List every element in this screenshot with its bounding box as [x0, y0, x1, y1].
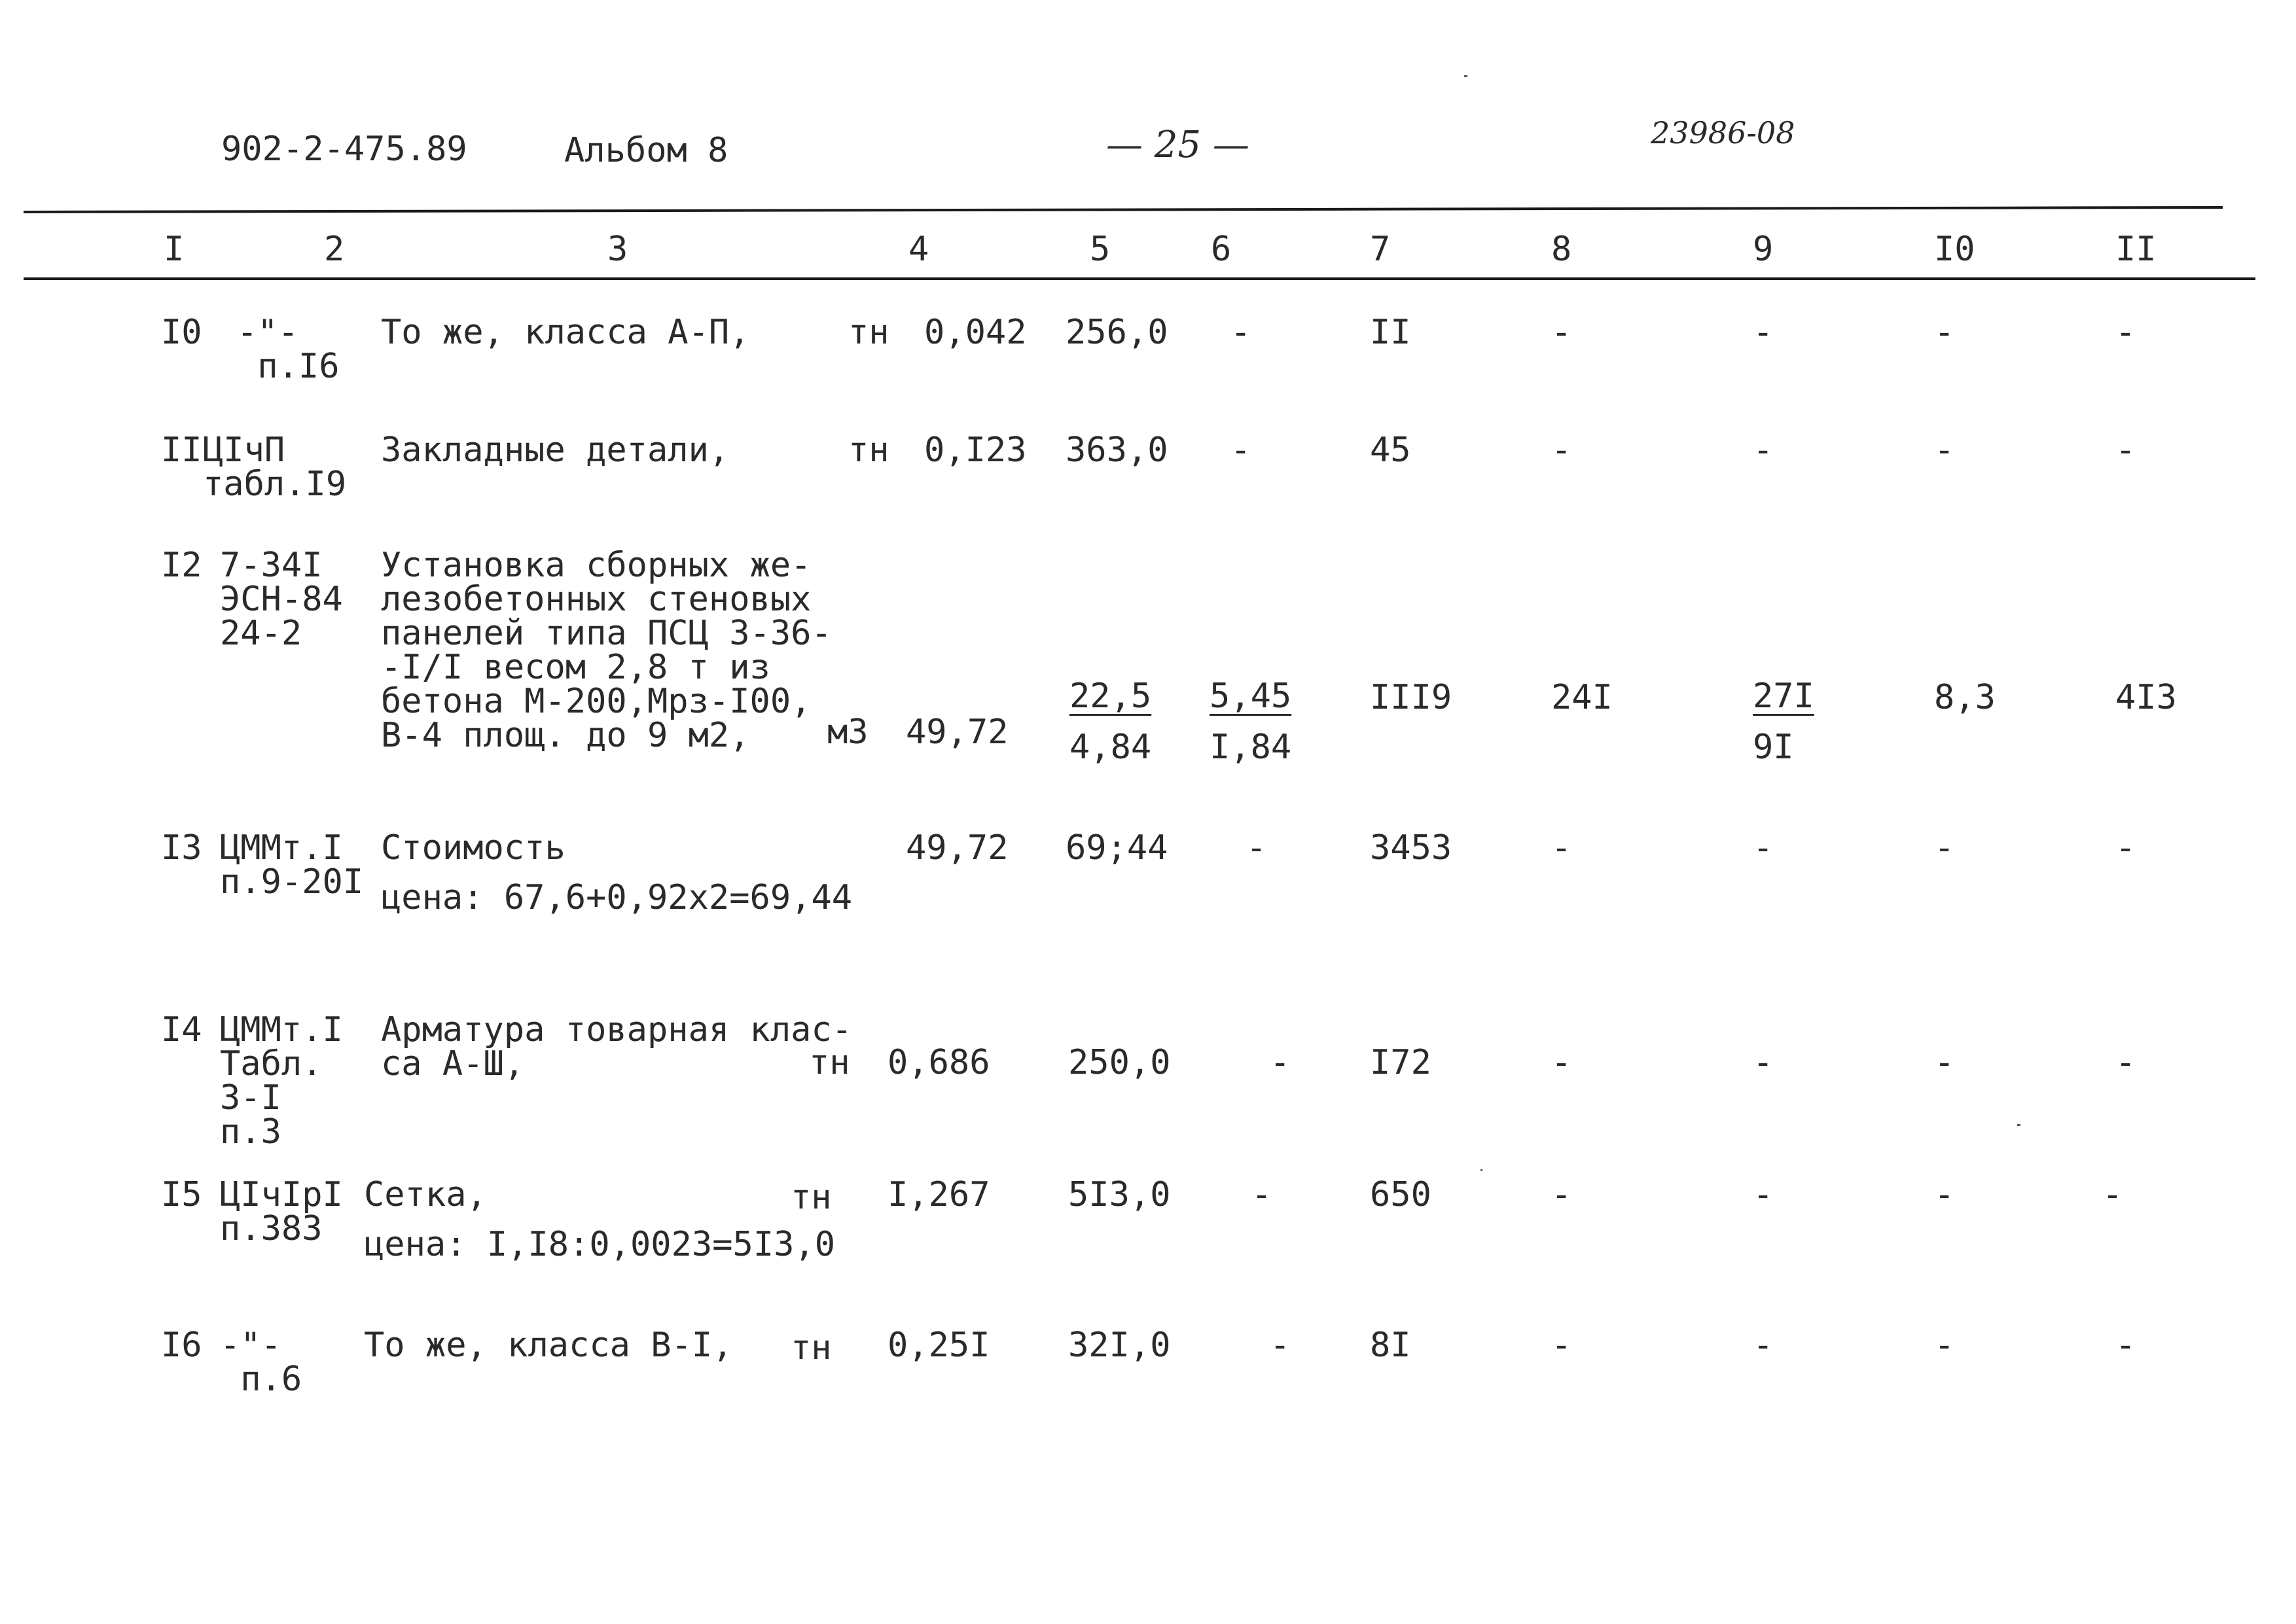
row-col7: 3453 [1370, 828, 1452, 868]
row-col10: - [1934, 1326, 1955, 1365]
row-col6: - [1230, 431, 1251, 470]
row-col8: - [1551, 1175, 1572, 1214]
row-unit: тн [791, 1328, 832, 1368]
row-col10: - [1934, 1043, 1955, 1082]
row-col6-denominator: I,84 [1210, 728, 1292, 767]
row-reference: -"- п.6 [220, 1326, 302, 1399]
row-description: Сетка, [364, 1175, 487, 1214]
row-unit: м3 [827, 713, 869, 752]
row-number: I3 [161, 828, 202, 868]
col-header-4: 4 [908, 230, 929, 269]
row-quantity: 0,042 [924, 313, 1027, 352]
row-col10: - [1934, 431, 1955, 470]
row-col11: - [2115, 1043, 2136, 1082]
row-col9: - [1753, 1326, 1774, 1365]
document-code: 902-2-475.89 [221, 130, 467, 169]
row-quantity: I,267 [888, 1175, 990, 1214]
row-col6: - [1270, 1043, 1291, 1082]
row-col9: - [1753, 313, 1774, 352]
row-description: Стоимость [381, 828, 565, 868]
row-description: То же, класса А-П, [381, 313, 750, 352]
row-unit: тн [848, 431, 889, 470]
col-header-8: 8 [1551, 230, 1572, 269]
row-col8: - [1551, 431, 1572, 470]
col-header-1: I [164, 230, 185, 269]
row-number: I2 [161, 546, 202, 585]
row-quantity: 0,I23 [924, 431, 1027, 470]
row-price-note: цена: 67,6+0,92х2=69,44 [381, 878, 853, 917]
row-col5-numerator: 22,5 [1069, 677, 1152, 716]
row-col7: I72 [1370, 1043, 1431, 1082]
row-col7: 45 [1370, 431, 1411, 470]
row-reference: -"- п.I6 [237, 313, 340, 386]
row-col6: - [1230, 313, 1251, 352]
col-header-11: II [2115, 230, 2157, 269]
row-quantity: 49,72 [906, 828, 1009, 868]
row-col9-denominator: 9I [1753, 728, 1794, 767]
row-col8: - [1551, 828, 1572, 868]
row-col6: - [1246, 828, 1267, 868]
row-col9: - [1753, 828, 1774, 868]
col-header-2: 2 [324, 230, 345, 269]
row-col8: 24I [1551, 678, 1613, 717]
row-col8: - [1551, 1326, 1572, 1365]
row-col6-numerator: 5,45 [1210, 677, 1292, 716]
col-header-10: I0 [1934, 230, 1975, 269]
row-quantity: 49,72 [906, 713, 1009, 752]
row-reference: ЦММт.I п.9-20I [220, 828, 364, 902]
row-col11: - [2115, 1326, 2136, 1365]
row-col11: - [2102, 1175, 2123, 1214]
row-number: I6 [161, 1326, 202, 1365]
row-col11: - [2115, 431, 2136, 470]
row-number: I4 [161, 1010, 202, 1050]
row-col10: - [1934, 828, 1955, 868]
row-description: Установка сборных же- лезобетонных стеновых панелей типа ПСЦ 3-36- -I/I весом 2,8 т из бетона М-200,Мрз-I00, В-4 площ. до 9 м2, [381, 546, 832, 755]
row-description: Закладные детали, [381, 431, 730, 470]
row-unit: тн [809, 1043, 850, 1082]
row-col5: 32I,0 [1068, 1326, 1171, 1365]
scan-speck [2017, 1124, 2020, 1126]
row-reference: ЦIчIрI п.383 [220, 1175, 343, 1248]
row-col6: - [1270, 1326, 1291, 1365]
col-header-3: 3 [607, 230, 628, 269]
row-number: II [161, 431, 202, 470]
row-col5: 363,0 [1066, 431, 1168, 470]
row-col8: - [1551, 1043, 1572, 1082]
row-col11: 4I3 [2115, 678, 2177, 717]
header-rule [24, 277, 2255, 280]
row-reference: ЦММт.I Табл. 3-I п.3 [220, 1010, 343, 1152]
row-col9: - [1753, 431, 1774, 470]
scan-speck [1480, 1169, 1482, 1171]
row-reference: 7-34I ЭСН-84 24-2 [220, 546, 343, 653]
archive-stamp-number: 23986-08 [1651, 115, 1795, 150]
row-col10: - [1934, 313, 1955, 352]
album-label: Альбом 8 [564, 131, 728, 170]
col-header-5: 5 [1090, 230, 1111, 269]
row-col7: 8I [1370, 1326, 1411, 1365]
row-col7: III9 [1370, 678, 1452, 717]
row-col5-denominator: 4,84 [1069, 728, 1152, 767]
row-col6: - [1251, 1175, 1272, 1214]
row-unit: тн [791, 1178, 832, 1217]
row-quantity: 0,686 [888, 1043, 990, 1082]
row-description: То же, класса В-I, [364, 1326, 733, 1365]
row-number: I5 [161, 1175, 202, 1214]
row-col9: - [1753, 1043, 1774, 1082]
row-col9: - [1753, 1175, 1774, 1214]
col-header-6: 6 [1211, 230, 1232, 269]
row-price-note: цена: I,I8:0,0023=5I3,0 [364, 1225, 836, 1264]
row-col5: 69;44 [1066, 828, 1168, 868]
row-col8: - [1551, 313, 1572, 352]
row-col10: - [1934, 1175, 1955, 1214]
col-header-9: 9 [1753, 230, 1774, 269]
row-col7: 650 [1370, 1175, 1431, 1214]
row-col5: 256,0 [1066, 313, 1168, 352]
page-number: — 25 — [1106, 124, 1249, 166]
row-description: Арматура товарная клас- са А-Ш, [381, 1010, 853, 1084]
row-number: I0 [161, 313, 202, 352]
row-col7: II [1370, 313, 1411, 352]
top-rule [24, 206, 2223, 213]
col-header-7: 7 [1370, 230, 1391, 269]
row-col11: - [2115, 828, 2136, 868]
row-col11: - [2115, 313, 2136, 352]
row-col9-numerator: 27I [1753, 677, 1814, 716]
scan-speck [1464, 75, 1467, 77]
row-col5: 250,0 [1068, 1043, 1171, 1082]
row-unit: тн [848, 313, 889, 352]
row-col5: 5I3,0 [1068, 1175, 1171, 1214]
row-reference: ЦIчП табл.I9 [203, 431, 347, 504]
row-col10: 8,3 [1934, 678, 1996, 717]
row-quantity: 0,25I [888, 1326, 990, 1365]
